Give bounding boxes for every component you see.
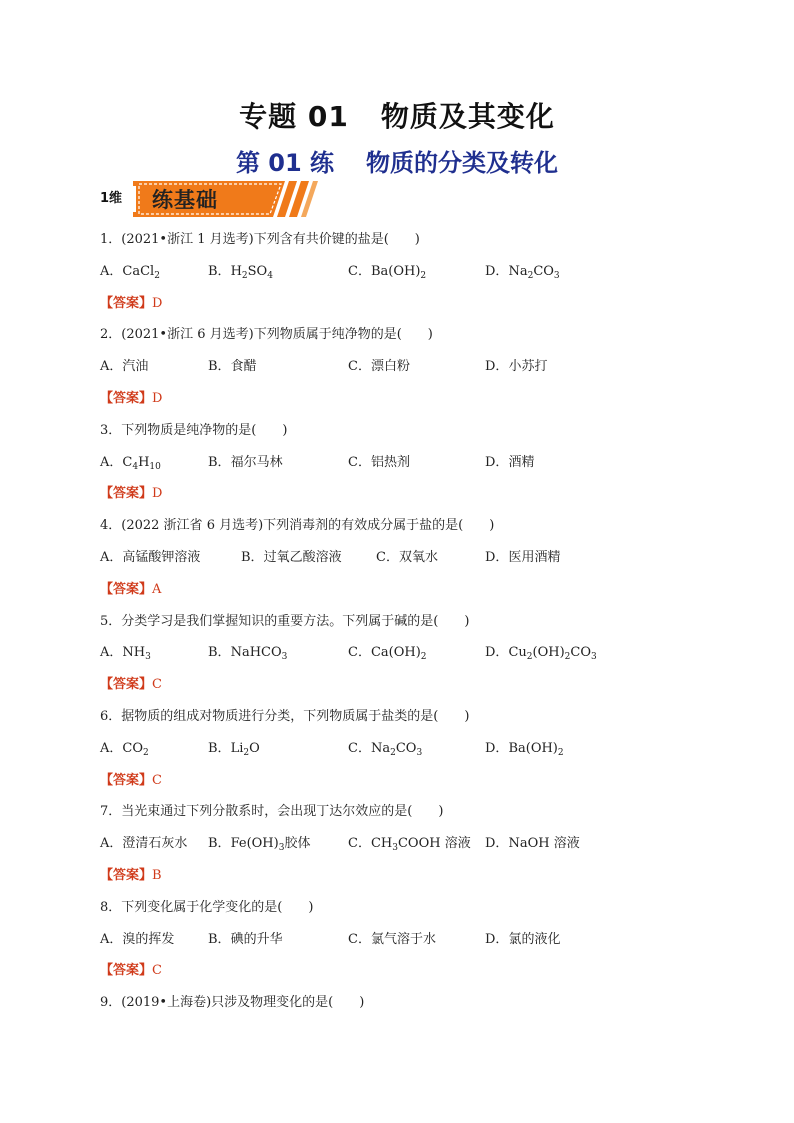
option-row xyxy=(100,924,720,956)
option-text: 医用酒精 xyxy=(508,549,561,565)
subscript: 10 xyxy=(149,461,161,472)
answer-value: D xyxy=(152,486,163,502)
question-stem: 7．当光束通过下列分散系时，会出现丁达尔效应的是( ) xyxy=(100,804,444,820)
option-row xyxy=(100,542,720,574)
option-d xyxy=(485,351,547,383)
option-letter: D． xyxy=(485,549,509,565)
option-text: Na xyxy=(370,740,391,756)
option-text: Fe(OH) xyxy=(230,836,279,852)
option-row xyxy=(100,256,720,288)
subscript: 3 xyxy=(278,843,285,854)
subscript: 2 xyxy=(527,270,534,281)
option-b xyxy=(208,447,283,479)
answer-tag: 【答案】 xyxy=(100,963,153,979)
answer-tag: 【答案】 xyxy=(100,486,153,502)
option-b xyxy=(208,256,273,288)
option-text: Ba(OH) xyxy=(370,263,421,279)
option-text: 汽油 xyxy=(122,359,149,375)
option-row xyxy=(100,351,720,383)
option-letter: A． xyxy=(100,740,123,756)
option-letter: B． xyxy=(241,549,264,565)
option-d xyxy=(485,256,560,288)
option-d xyxy=(485,447,534,479)
option-row xyxy=(100,828,720,860)
option-letter: D． xyxy=(485,454,509,470)
answer-line xyxy=(100,955,720,987)
option-text: 氯气溶于水 xyxy=(370,931,436,947)
question-stem: 2．(2021•浙江 6 月选考)下列物质属于纯净物的是( ) xyxy=(100,327,433,343)
answer-line xyxy=(100,574,720,606)
option-letter: A． xyxy=(100,263,123,279)
option-text: 氯的液化 xyxy=(508,931,561,947)
question-stem: 4．(2022 浙江省 6 月选考)下列消毒剂的有效成分属于盐的是( ) xyxy=(100,518,495,534)
subscript: 2 xyxy=(557,747,564,758)
option-b xyxy=(208,924,283,956)
option-c xyxy=(348,447,410,479)
option-text: 小苏打 xyxy=(508,359,548,375)
option-letter: D． xyxy=(485,931,509,947)
option-b xyxy=(208,637,287,669)
option-text: Ca(OH) xyxy=(370,645,421,661)
option-d xyxy=(485,542,560,574)
option-b xyxy=(208,351,257,383)
option-text: Li xyxy=(230,740,244,756)
option-row xyxy=(100,637,720,669)
subscript: 2 xyxy=(390,747,396,758)
option-c xyxy=(348,256,426,288)
answer-line xyxy=(100,288,720,320)
question-list xyxy=(100,224,720,1019)
option-letter: D． xyxy=(485,836,509,852)
option-text: NaOH 溶液 xyxy=(508,836,580,852)
option-letter: C． xyxy=(348,836,371,852)
answer-line xyxy=(100,860,720,892)
option-c xyxy=(376,542,438,574)
option-text: 溴的挥发 xyxy=(122,931,175,947)
question-stem: 1．(2021•浙江 1 月选考)下列含有共价键的盐是( ) xyxy=(100,232,420,247)
answer-tag: 【答案】 xyxy=(100,677,153,693)
option-letter: B． xyxy=(208,645,231,661)
option-text: 高锰酸钾溶液 xyxy=(122,549,201,565)
option-a xyxy=(100,351,148,383)
answer-value: C xyxy=(152,963,162,979)
subscript: 3 xyxy=(145,652,151,663)
option-text: O xyxy=(249,740,260,756)
option-a xyxy=(100,447,161,479)
option-letter: D． xyxy=(485,359,509,375)
option-letter: D． xyxy=(485,740,509,756)
subtitle-exercise: 第 01 练 xyxy=(235,149,335,177)
subscript: 3 xyxy=(281,652,288,663)
option-letter: B． xyxy=(208,931,231,947)
answer-value: B xyxy=(152,867,162,883)
answer-tag: 【答案】 xyxy=(100,295,153,311)
option-a xyxy=(100,256,160,288)
subscript: 2 xyxy=(241,270,248,281)
option-c xyxy=(348,828,471,860)
option-text: H xyxy=(230,263,242,279)
answer-line xyxy=(100,669,720,701)
section-badge: 1维 xyxy=(100,186,136,212)
question-stem: 3．下列物质是纯净物的是( ) xyxy=(100,422,288,438)
subtitle-topic: 物质的分类及转化 xyxy=(366,149,559,177)
option-text: 福尔马林 xyxy=(230,454,283,470)
option-text: 酒精 xyxy=(508,454,535,470)
option-b xyxy=(208,733,260,765)
answer-line xyxy=(100,383,720,415)
option-text: 铝热剂 xyxy=(370,454,410,470)
question-stem: 9．(2019•上海卷)只涉及物理变化的是( ) xyxy=(100,995,365,1011)
option-text: CaCl xyxy=(122,263,155,279)
option-b xyxy=(208,828,310,860)
option-letter: C． xyxy=(348,740,371,756)
option-b xyxy=(241,542,342,574)
option-text: 澄清石灰水 xyxy=(122,836,188,852)
option-text: 漂白粉 xyxy=(370,359,410,375)
subscript: 3 xyxy=(416,747,423,758)
option-a xyxy=(100,828,187,860)
option-a xyxy=(100,542,200,574)
page-subtitle xyxy=(0,143,794,178)
option-letter: B． xyxy=(208,454,231,470)
question-stem: 8．下列变化属于化学变化的是( ) xyxy=(100,899,314,915)
option-text: CH xyxy=(370,836,393,852)
question-stem: 6．据物质的组成对物质进行分类，下列物质属于盐类的是( ) xyxy=(100,708,470,724)
option-text: 双氧水 xyxy=(398,549,438,565)
section-label: 练基础 xyxy=(152,188,218,212)
option-text: Ba(OH) xyxy=(508,740,558,756)
option-text: NH xyxy=(122,645,146,661)
subscript: 2 xyxy=(420,652,427,663)
answer-value: D xyxy=(152,295,163,311)
option-text: Cu xyxy=(508,645,527,661)
option-letter: D． xyxy=(485,263,509,279)
option-c xyxy=(348,733,422,765)
option-text: CO xyxy=(395,740,417,756)
subscript: 3 xyxy=(553,270,560,281)
option-a xyxy=(100,637,151,669)
option-letter: C． xyxy=(348,454,371,470)
option-text: 胶体 xyxy=(284,836,311,852)
option-letter: C． xyxy=(348,645,371,661)
option-letter: C． xyxy=(348,931,371,947)
section-banner xyxy=(100,181,280,217)
option-text: COOH 溶液 xyxy=(397,836,471,852)
option-letter: C． xyxy=(348,263,371,279)
subscript: 2 xyxy=(420,270,427,281)
option-a xyxy=(100,924,174,956)
option-letter: C． xyxy=(376,549,399,565)
option-letter: C． xyxy=(348,359,371,375)
subscript: 4 xyxy=(132,461,139,472)
option-text: H xyxy=(138,454,150,470)
subscript: 3 xyxy=(392,843,398,854)
option-letter: A． xyxy=(100,931,123,947)
subscript: 2 xyxy=(154,270,160,281)
option-letter: B． xyxy=(208,740,231,756)
option-text: NaHCO xyxy=(230,645,282,661)
option-text: Na xyxy=(508,263,528,279)
option-text: C xyxy=(122,454,133,470)
option-c xyxy=(348,924,436,956)
option-row xyxy=(100,733,720,765)
option-letter: B． xyxy=(208,359,231,375)
option-letter: A． xyxy=(100,359,123,375)
option-text: CO xyxy=(533,263,554,279)
subscript: 3 xyxy=(590,652,597,663)
option-text: CO xyxy=(122,740,143,756)
option-text: 食醋 xyxy=(230,359,257,375)
option-letter: B． xyxy=(208,263,231,279)
subscript: 4 xyxy=(267,270,273,281)
answer-value: C xyxy=(152,772,162,788)
option-text: 过氧乙酸溶液 xyxy=(263,549,342,565)
option-a xyxy=(100,733,149,765)
option-letter: D． xyxy=(485,645,509,661)
option-d xyxy=(485,637,597,669)
answer-tag: 【答案】 xyxy=(100,772,153,788)
subscript: 2 xyxy=(564,652,571,663)
answer-tag: 【答案】 xyxy=(100,390,153,406)
option-letter: A． xyxy=(100,836,123,852)
subscript: 2 xyxy=(143,747,149,758)
subscript: 2 xyxy=(243,747,250,758)
question-stem: 5．分类学习是我们掌握知识的重要方法。下列属于碱的是( ) xyxy=(100,613,470,629)
option-letter: A． xyxy=(100,549,123,565)
answer-value: D xyxy=(152,390,163,406)
answer-tag: 【答案】 xyxy=(100,581,153,597)
title-topic: 专题 01 xyxy=(239,100,349,133)
option-d xyxy=(485,733,564,765)
answer-value: C xyxy=(152,677,162,693)
option-letter: A． xyxy=(100,645,123,661)
option-text: (OH) xyxy=(532,645,565,661)
option-text: SO xyxy=(247,263,268,279)
answer-line xyxy=(100,478,720,510)
option-letter: A． xyxy=(100,454,123,470)
option-d xyxy=(485,828,580,860)
option-text: CO xyxy=(570,645,591,661)
option-text: 碘的升华 xyxy=(230,931,283,947)
answer-line xyxy=(100,765,720,797)
page-title xyxy=(0,95,794,135)
option-c xyxy=(348,637,427,669)
subscript: 2 xyxy=(526,652,533,663)
answer-tag: 【答案】 xyxy=(100,867,153,883)
option-d xyxy=(485,924,560,956)
answer-value: A xyxy=(152,581,162,597)
option-row xyxy=(100,447,720,479)
title-subject: 物质及其变化 xyxy=(380,100,555,133)
option-c xyxy=(348,351,410,383)
option-letter: B． xyxy=(208,836,231,852)
